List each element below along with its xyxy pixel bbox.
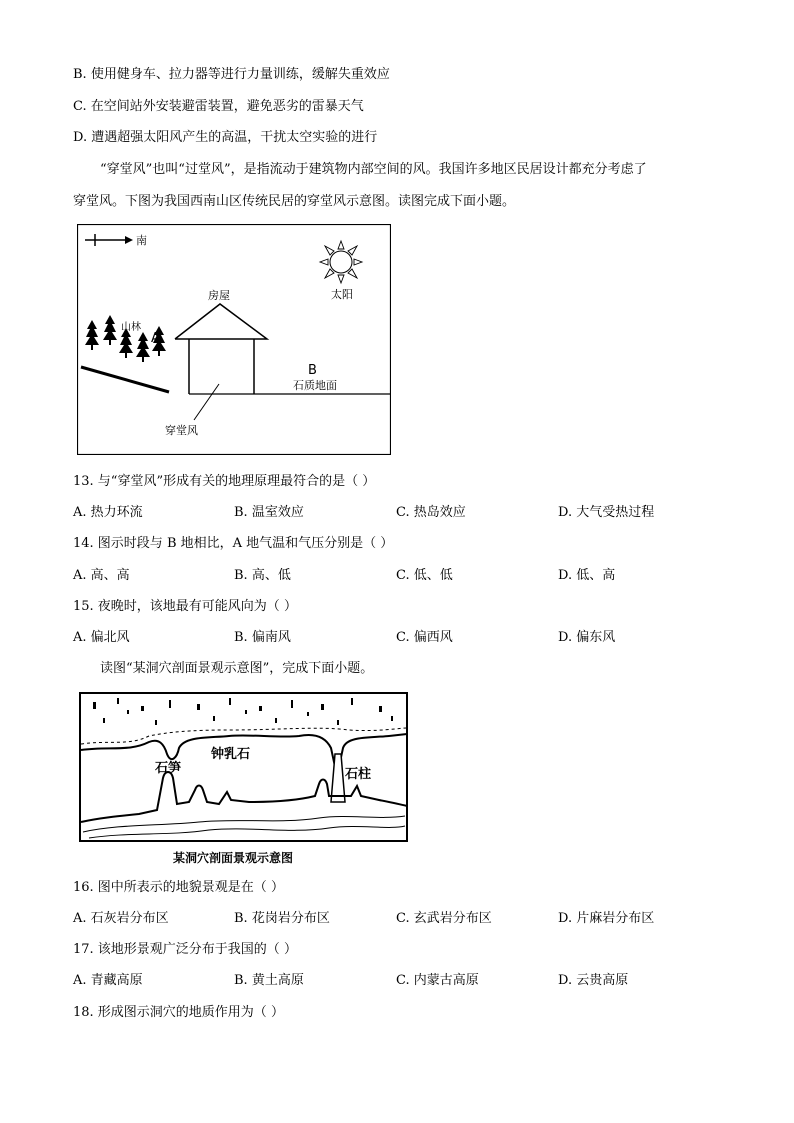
q16-option-c[interactable]: C. 玄武岩分布区 — [396, 911, 492, 926]
q15-option-c[interactable]: C. 偏西风 — [396, 630, 453, 645]
q16-option-a[interactable]: A. 石灰岩分布区 — [73, 911, 169, 926]
question-16: 16. 图中所表示的地貌景观是在（ ） — [73, 880, 284, 895]
q14-option-d[interactable]: D. 低、高 — [558, 568, 616, 583]
stalagmite-label: 石笋 — [155, 761, 182, 776]
q14-option-c[interactable]: C. 低、低 — [396, 568, 453, 583]
q15-option-a[interactable]: A. 偏北风 — [73, 630, 130, 645]
q17-option-c[interactable]: C. 内蒙古高原 — [396, 973, 479, 988]
q16-option-d[interactable]: D. 片麻岩分布区 — [558, 911, 655, 926]
q13-option-c[interactable]: C. 热岛效应 — [396, 505, 466, 520]
q17-option-b[interactable]: B. 黄土高原 — [234, 973, 304, 988]
q14-option-b[interactable]: B. 高、低 — [234, 568, 291, 583]
question-13: 13. 与“穿堂风”形成有关的地理原理最符合的是（ ） — [73, 474, 376, 489]
ground-label: 石质地面 — [293, 379, 337, 392]
question-14: 14. 图示时段与 B 地相比，A 地气温和气压分别是（ ） — [73, 536, 394, 551]
q13-option-b[interactable]: B. 温室效应 — [234, 505, 304, 520]
wind-label: 穿堂风 — [165, 424, 198, 437]
intro-paragraph-1: “穿堂风”也叫“过堂风”，是指流动于建筑物内部空间的风。我国许多地区民居设计都充分考虑了 — [100, 162, 647, 177]
cave-profile-diagram — [79, 692, 409, 870]
sun-icon — [320, 241, 362, 283]
option-b-prev: B. 使用健身车、拉力器等进行力量训练，缓解失重效应 — [73, 67, 390, 82]
q17-option-d[interactable]: D. 云贵高原 — [558, 973, 629, 988]
point-a-label: A — [151, 331, 160, 346]
option-c-prev: C. 在空间站外安装避雷装置，避免恶劣的雷暴天气 — [73, 99, 364, 114]
draft-wind-diagram — [77, 224, 391, 455]
intro-paragraph-2: 读图“某洞穴剖面景观示意图”，完成下面小题。 — [100, 661, 374, 676]
q14-option-a[interactable]: A. 高、高 — [73, 568, 130, 583]
q15-option-d[interactable]: D. 偏东风 — [558, 630, 616, 645]
option-d-prev: D. 遭遇超强太阳风产生的高温，干扰太空实验的进行 — [73, 130, 378, 145]
cave-caption: 某洞穴剖面景观示意图 — [173, 851, 294, 865]
q15-option-b[interactable]: B. 偏南风 — [234, 630, 291, 645]
q16-option-b[interactable]: B. 花岗岩分布区 — [234, 911, 330, 926]
house-label: 房屋 — [208, 289, 230, 302]
point-b-label: B — [308, 363, 317, 378]
intro-paragraph-1-cont: 穿堂风。下图为我国西南山区传统民居的穿堂风示意图。读图完成下面小题。 — [73, 194, 516, 209]
question-18: 18. 形成图示洞穴的地质作用为（ ） — [73, 1005, 284, 1020]
compass-label: 南 — [136, 234, 147, 247]
q17-option-a[interactable]: A. 青藏高原 — [73, 973, 143, 988]
stalactite-label: 钟乳石 — [211, 747, 251, 762]
q13-option-d[interactable]: D. 大气受热过程 — [558, 505, 655, 520]
sun-label: 太阳 — [331, 288, 353, 301]
question-15: 15. 夜晚时，该地最有可能风向为（ ） — [73, 599, 297, 614]
column-label: 石柱 — [345, 767, 372, 782]
question-17: 17. 该地形景观广泛分布于我国的（ ） — [73, 942, 297, 957]
q13-option-a[interactable]: A. 热力环流 — [73, 505, 143, 520]
forest-label: 山林 — [121, 322, 141, 333]
